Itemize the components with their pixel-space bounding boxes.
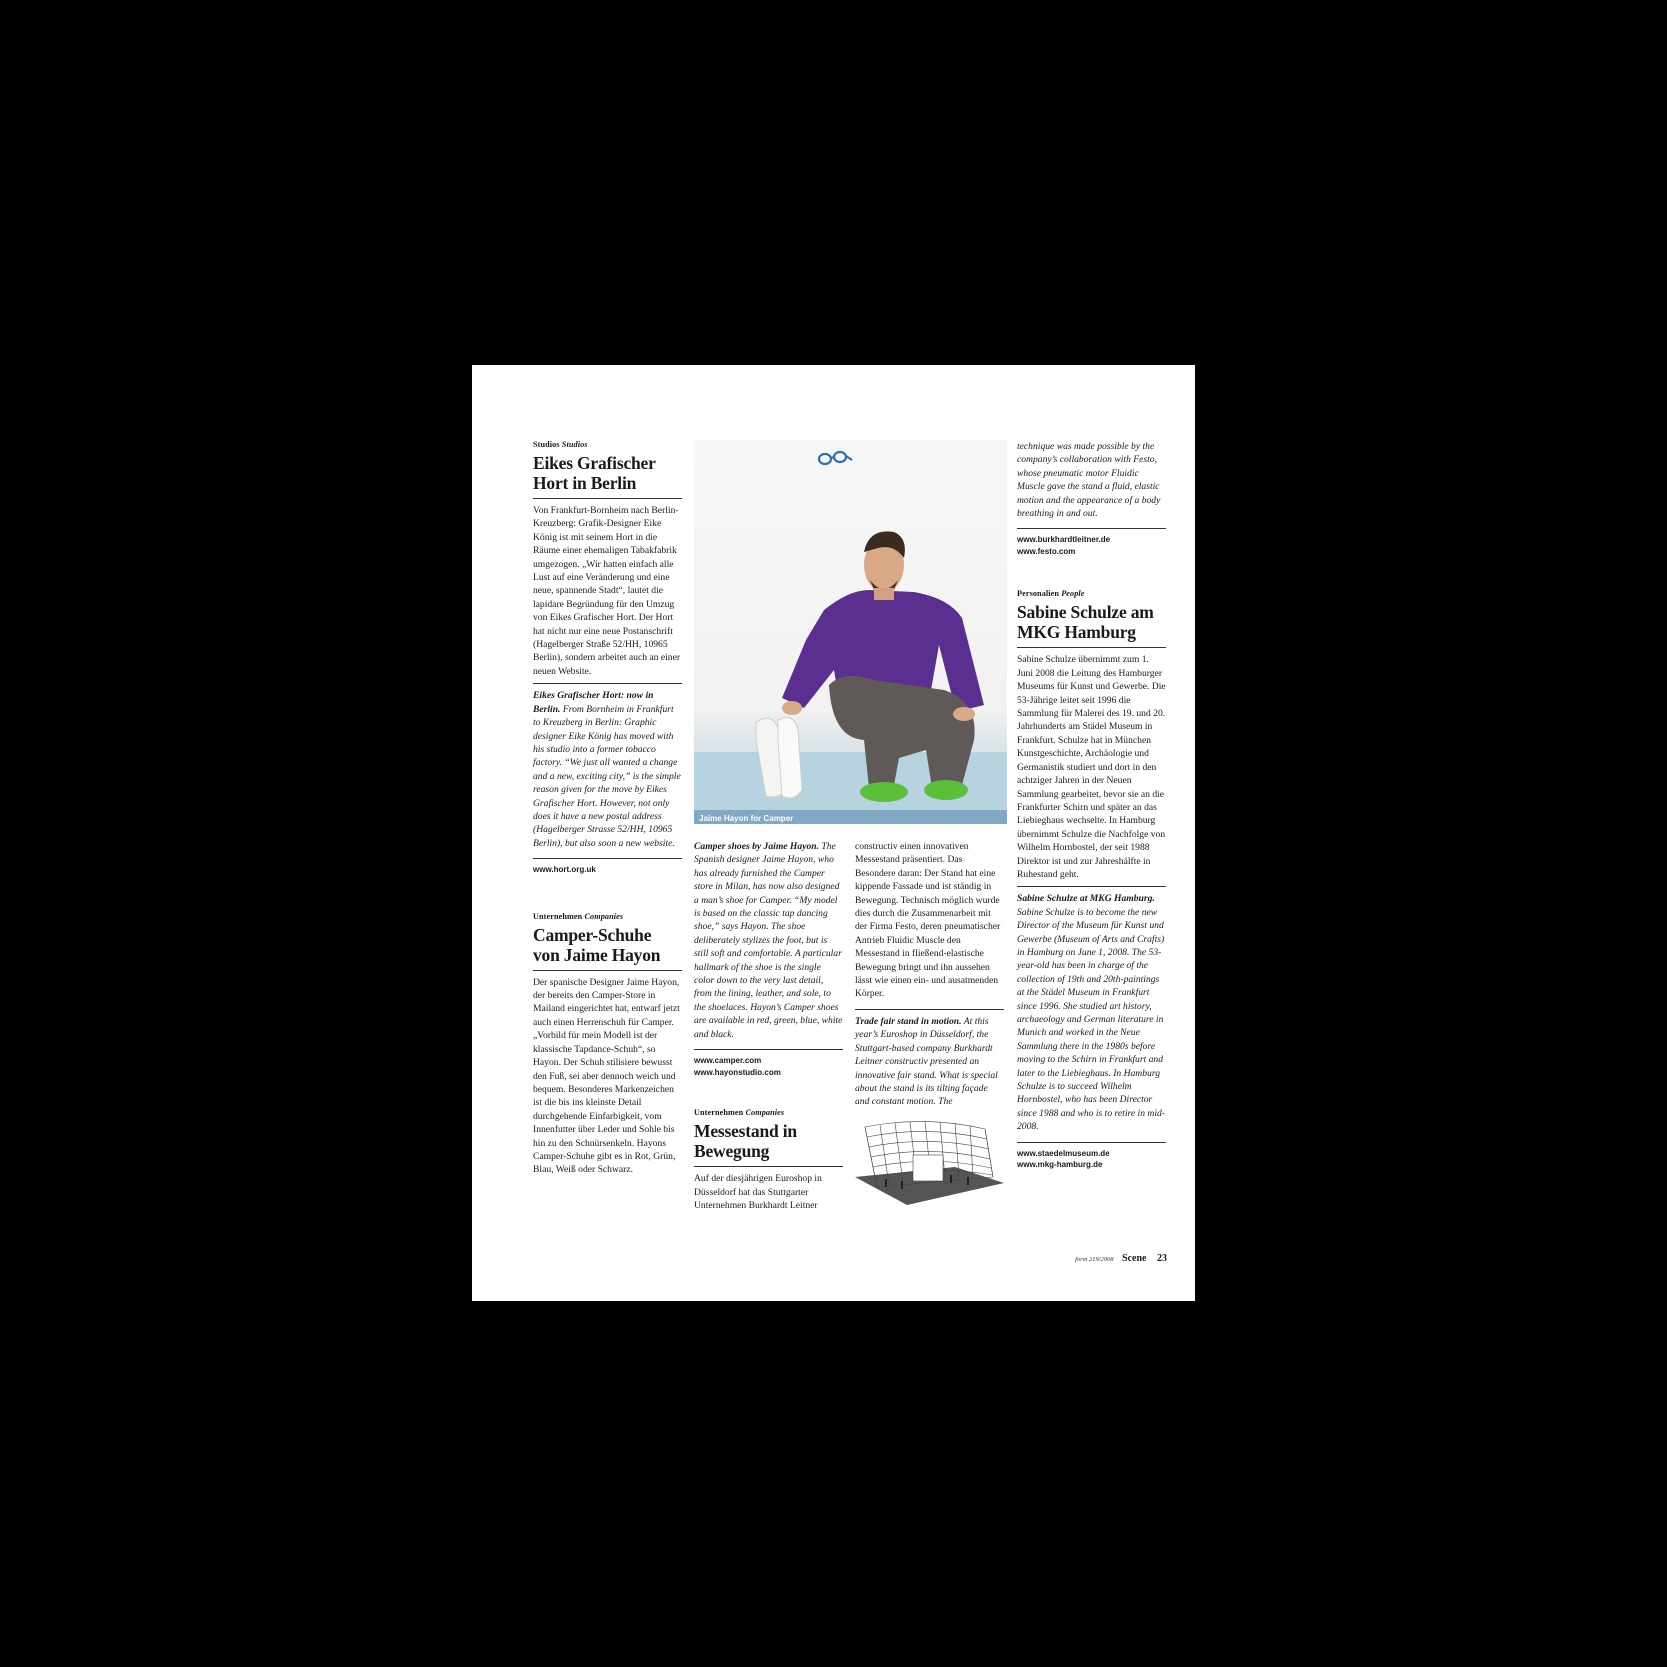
article3-kicker: Unternehmen Companies (694, 1108, 785, 1118)
divider (855, 1009, 1004, 1010)
article4-links (1017, 1148, 1166, 1171)
article4-title: Sabine Schulze am MKG Hamburg (1017, 602, 1154, 643)
issue-label: form 219/2008 (1075, 1256, 1114, 1263)
column-3 (855, 840, 1004, 1214)
divider (694, 1166, 843, 1167)
divider (533, 683, 682, 684)
article2-title: Camper-Schuhe von Jaime Hayon (533, 924, 661, 965)
article3-body-de-part1: Auf der diesjährigen Euroshop in Düsseldorf hat das Stuttgarter Unternehmen Burkhardt Leitner (694, 1173, 822, 1211)
photo-caption: Jaime Hayon for Camper (699, 814, 794, 823)
article3-links (1017, 534, 1166, 557)
article2-body-de: Der spanische Designer Jaime Hayon, der bereits den Camper-Store in Mailand eingerichtet hat, entwarf jetzt auch einen Herrenschuh für Camper. „Vorbild für mein Modell ist der klassische Tapdance-Schuh“, so Hayon. Der Schuh stilisiere bewusst den Fuß, sei aber dennoch weich und bequem. Besonderes Markenzeichen ist die bis ins kleinste Detail durchgehende Einfarbigkeit, vom Innenfutter über Leder und Sohle bis hin zu den Schnürsenkeln. Hayons Camper-Schuhe gibt es in Rot, Grün, Blau, Weiß oder Schwarz. (533, 976, 680, 1176)
link-staedelmuseum[interactable]: www.staedelmuseum.de (1017, 1148, 1110, 1158)
divider (1017, 1142, 1166, 1143)
link-festo[interactable]: www.festo.com (1017, 546, 1076, 556)
divider (533, 858, 682, 859)
link-burkhardtleitner[interactable]: www.burkhardtleitner.de (1017, 535, 1111, 545)
link-hort[interactable]: www.hort.org.uk (533, 865, 596, 875)
article1-kicker: Studios Studios (533, 440, 588, 449)
article2-links (694, 1055, 843, 1078)
page-number: 23 (1157, 1253, 1167, 1264)
divider (1017, 528, 1166, 529)
link-camper[interactable]: www.camper.com (694, 1056, 762, 1066)
article1-links (533, 864, 682, 876)
article1-body-en: Eikes Grafischer Hort: now in Berlin. From Bornheim in Frankfurt to Kreuzberg in Berlin: Graphic designer Eike König has moved with his studio into a former tobacco factory. “We just all wanted a change and a new, exciting city,” is the simple reason given for the move by Eikes Grafischer Hort. However, not only does it have a new postal address (Hagelberger Strasse 52/HH, 10965 Berlin), but also soon a new website. (533, 690, 681, 849)
divider (1017, 647, 1166, 648)
article3-body-en-part2: technique was made possible by the company’s collaboration with Festo, whose pneumatic motor Fluidic Muscle gave the stand a fluid, elastic motion and the appearance of a body breathing in and out. (1017, 441, 1161, 520)
column-2 (694, 840, 843, 1212)
article2-body-en: Camper shoes by Jaime Hayon. The Spanish designer Jaime Hayon, who has already furnished the Camper store in Milan, has now also designed a man’s shoe for Camper. “My model is based on the classic tap dancing shoe,” says Hayon. The shoe deliberately stylizes the foot, but is still soft and comfortable. A particular hallmark of the shoe is the single color down to the very last detail, from the lining, leather, and sole, to the shoelaces. Hayon’s Camper shoes are available in red, green, blue, white and black. (694, 841, 843, 1040)
column-4 (1017, 440, 1166, 1171)
fair-stand-illustration (855, 1117, 1004, 1209)
article3-title: Messestand in Bewegung (694, 1121, 797, 1162)
divider (694, 1049, 843, 1050)
article4-body-de: Sabine Schulze übernimmt zum 1. Juni 2008 die Leitung des Hamburger Museums für Kunst und Gewerbe. Die 53-Jährige leitet seit 1996 die Sammlung für Malerei des 19. und 20. Jahrhunderts am Städel Museum in Frankfurt. Schulze hat in München Kunstgeschichte, Archäologie und Germanistik studiert und dort in den achtziger Jahren in der Neuen Sammlung gearbeitet, bevor sie an die Frankfurter Schirn und später an das Liebieghaus wechselte. In Hamburg übernimmt Schulze die Nachfolge von Wilhelm Hornbostel, der seit 1988 Direktor ist und zur Jahreshälfte in Ruhestand geht. (1017, 654, 1166, 880)
link-mkg-hamburg[interactable]: www.mkg-hamburg.de (1017, 1160, 1103, 1170)
article1-body-de: Von Frankfurt-Bornheim nach Berlin-Kreuzberg: Grafik-Designer Eike König ist mit seinem Hort in die Räume einer ehemaligen Tabakfabrik umgezogen. „Wir hatten einfach alle Lust auf eine Veränderung und eine neue, spannende Stadt“, lautet die lapidare Begründung für den Umzug von Eikes Grafischer Hort. Der Hort hat nicht nur eine neue Postanschrift (Hagelberger Straße 52/HH, 10965 Berlin), sondern arbeitet auch an einer neuen Website. (533, 505, 681, 677)
divider (533, 970, 682, 971)
section-label: Scene (1122, 1253, 1147, 1264)
link-hayonstudio[interactable]: www.hayonstudio.com (694, 1067, 781, 1077)
article3-body-en-part1: Trade fair stand in motion. At this year’s Euroshop in Düsseldorf, the Stuttgart-based company Burkhardt Leitner constructiv presented an innovative fair stand. What is special about the stand is its tilting façade and constant motion. The (855, 1015, 998, 1108)
divider (1017, 886, 1166, 887)
column-1 (533, 440, 682, 1177)
article4-body-en: Sabine Schulze at MKG Hamburg. Sabine Schulze is to become the new Director of the Museum für Kunst und Gewerbe (Museum of Arts and Crafts) in Hamburg on June 1, 2008. The 53-year-old has been in charge of the collection of 19th and 20th-paintings at the Städel Museum in Frankfurt since 1996. She studied art history, archaeology and German literature in Munich and worked in the Neue Sammlung there in the 1980s before moving to the Schirn in Frankfurt and later to the Liebieghaus. In Hamburg Schulze is to succeed Wilhelm Hornbostel, who has been Director since 1988 and who is to retire in mid-2008. (1017, 893, 1165, 1133)
photo-illustration (694, 440, 1007, 824)
jaime-hayon-photo (694, 440, 1007, 824)
article4-kicker: Personalien People (1017, 589, 1085, 599)
article1-title: Eikes Grafischer Hort in Berlin (533, 453, 656, 493)
divider (533, 498, 682, 499)
page-footer (1075, 1253, 1167, 1264)
article3-body-de-part2: constructiv einen innovativen Messestand präsentiert. Das Besondere daran: Der Stand hat eine kippende Fassade und ist ständig in Bewegung. Technisch möglich wurde dies durch die Zusammenarbeit mit der Firma Festo, deren pneumatischer Antrieb Fluidic Muscle den Messestand in fließend-elastische Bewegung bringt und ihn aussehen lässt wie einen ein- und ausatmenden Körper. (855, 841, 1001, 1000)
magazine-page (472, 365, 1195, 1301)
article2-kicker: Unternehmen Companies (533, 911, 624, 921)
